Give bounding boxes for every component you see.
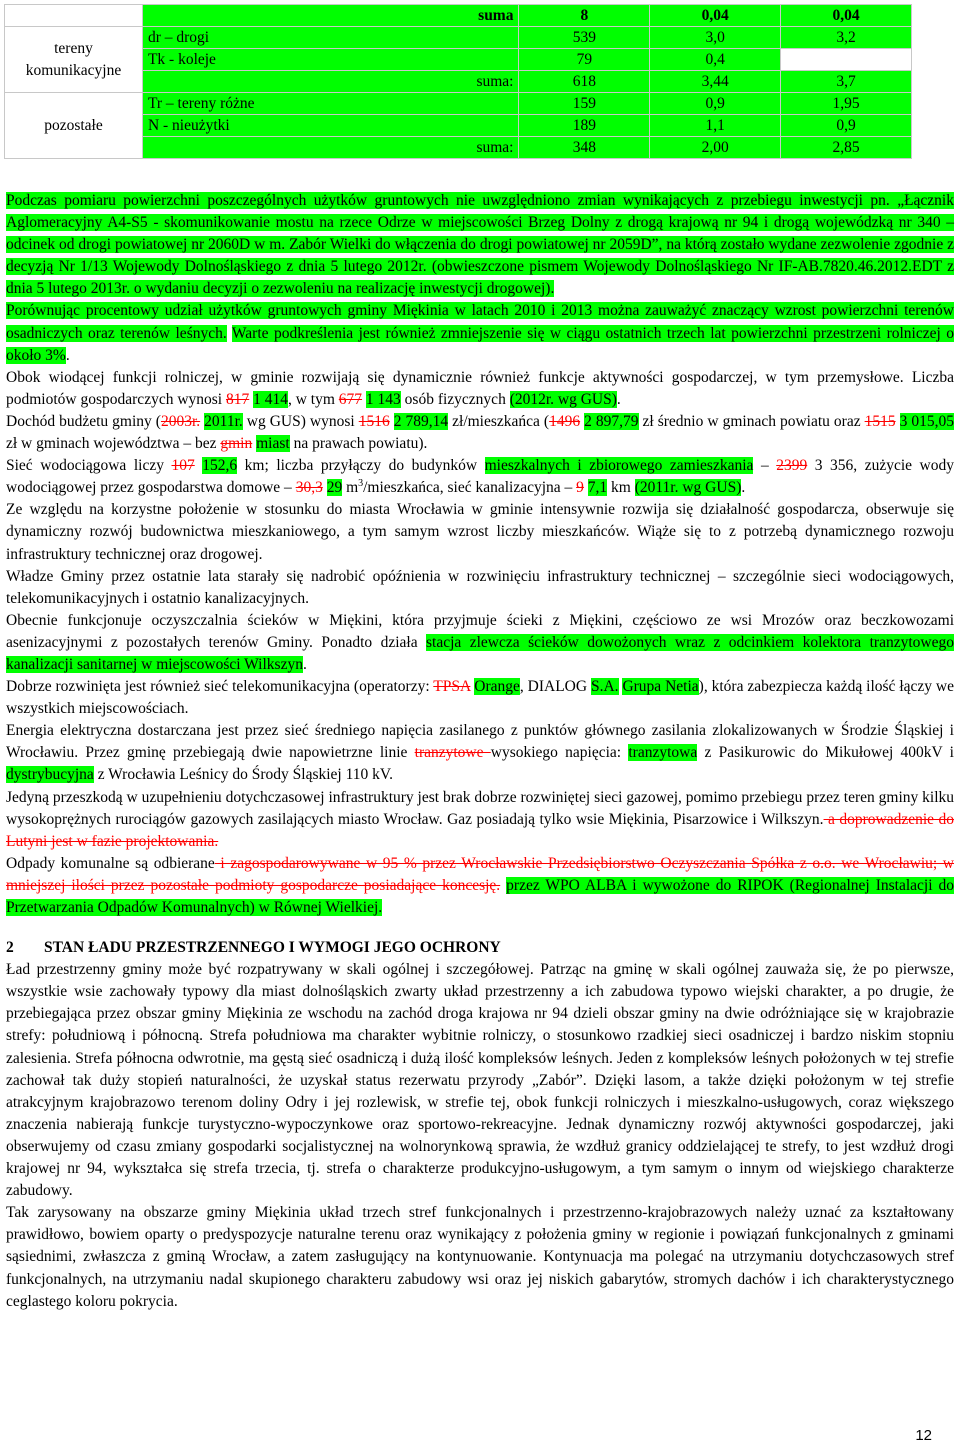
- document-body: [6, 190, 954, 1313]
- text-run: Sieć wodociągowa liczy: [6, 457, 172, 475]
- paragraph: [6, 853, 954, 919]
- page-number: 12: [915, 1427, 932, 1444]
- text-run: Odpady komunalne są odbierane: [6, 854, 215, 872]
- paragraph: [6, 411, 954, 455]
- table-cell: 3,7: [781, 71, 912, 93]
- table-row: [5, 27, 912, 49]
- deleted-text: 107: [171, 457, 195, 475]
- table-cell: 0,04: [650, 5, 781, 27]
- table-cell: 8: [519, 5, 650, 27]
- text-run: wg GUS) wynosi: [242, 412, 359, 430]
- highlighted-text: 2011r.: [204, 412, 243, 430]
- deleted-text: 30,3: [295, 479, 323, 497]
- deleted-text: gmin: [220, 435, 253, 453]
- text-run: z Pasikurowic do Mikułowej 400kV i: [697, 744, 954, 762]
- highlighted-text: 29: [326, 479, 343, 497]
- text-run: osób fizycznych: [400, 390, 510, 408]
- table-cell: N - nieużytki: [142, 115, 519, 137]
- table-row: [5, 93, 912, 115]
- text-run: km: [607, 479, 635, 497]
- highlighted-text: 152,6: [202, 457, 238, 475]
- deleted-text: tranzytowe: [414, 744, 491, 762]
- deleted-text: 817: [225, 390, 250, 408]
- text-run: na prawach powiatu).: [289, 435, 428, 453]
- table-cell: 0,9: [781, 115, 912, 137]
- paragraph: Władze Gminy przez ostatnie lata starały się nadrobić opóźnienia w rozwinięciu infrastruktury technicznej – szczególnie sieci wodociągowych, telekomunikacyjnych i ostatnio kanalizacyjnych.: [6, 567, 954, 607]
- deleted-text: 1516: [358, 412, 390, 430]
- table-cell: 159: [519, 93, 650, 115]
- highlighted-text: S.A.: [590, 678, 619, 696]
- text-run: Obok wiodącej funkcji rolniczej, w gminie rozwijają się dynamicznie również funkcje aktywności gospodarczej, w tym przemysłowe. Liczba podmiotów gospodarczych wynosi: [6, 368, 954, 408]
- table-cell: 3,44: [650, 71, 781, 93]
- text-run: , DIALOG: [519, 678, 591, 696]
- text-run: , zużycie wody wodociągowej przez gospodarstwa domowe –: [6, 457, 954, 497]
- table-cell: dr – drogi: [142, 27, 519, 49]
- table-cell: 1,1: [650, 115, 781, 137]
- highlighted-text: (2012r. wg GUS): [509, 390, 617, 408]
- text-run: .: [741, 479, 746, 497]
- highlighted-text: 1 143: [365, 390, 401, 408]
- paragraph: [6, 455, 954, 499]
- table-cell: 0,4: [650, 49, 781, 71]
- text-run: Obecnie funkcjonuje oczyszczalnia ścieków w Miękini, która przyjmuje ścieki z Miękini, częściowo ze wsi Mrozów oraz beczkowozami asenizacyjnymi z pozostałych terenów Gminy. Ponadto działa: [6, 611, 954, 651]
- table-cell: [781, 49, 912, 71]
- category-cell: tereny komunikacyjne: [5, 27, 143, 93]
- table-cell: suma:: [142, 71, 519, 93]
- highlighted-text: tranzytowa: [628, 744, 698, 762]
- deleted-text: a doprowadzenie do Lutyni jest w fazie projektowania.: [6, 810, 954, 850]
- highlighted-text: Orange: [474, 678, 520, 696]
- text-run: Jedyną przeszkodą w uzupełnieniu dotychczasowej infrastruktury jest brak dobrze rozwiniętej sieci gazowej, pomimo przebiegu przez teren gminy kilku wysokoprężnych rurociągów gazowych zasilających miasto Wrocław. Gaz posiadają tylko wsie Miękinia, Pisarzowice i Wilkszyn.: [6, 788, 954, 828]
- paragraph: [6, 610, 954, 676]
- paragraph: [6, 676, 954, 720]
- highlighted-text: Podczas pomiaru powierzchni poszczególnych użytków gruntowych nie uwzględniono zmian wynikających z przebiegu inwestycji pn. „Łącznik Aglomeracyjny A4-S5 - skomunikowanie mostu na rzece Odrze w miejscowości Brzeg Dolny z drogą krajową nr 94 i drogą wojewódzką nr 340 – odcinek od drogi powiatowej nr 2060D w m. Zabór Wielki do włączenia do drogi powiatowej nr 2059D”, na którą zostało wydane zezwolenie zgodnie z decyzją Nr 1/13 Wojewody Dolnośląskiego z dnia 5 lutego 2012r. (obwieszczone pismem Wojewody Dolnośląskiego Nr IF-AB.7820.46.2012.EDT z dnia 5 lutego 2013r. o wydaniu decyzji o zezwoleniu na realizację inwestycji drogowej).: [6, 192, 954, 298]
- table-cell: 2,00: [650, 137, 781, 159]
- table-cell: Tr – tereny różne: [142, 93, 519, 115]
- text-run: .: [65, 346, 70, 364]
- text-run: Energia elektryczna dostarczana jest przez sieć średniego napięcia zasilanego z punktów głównego zasilania zlokalizowanych w Środzie Śląskiej i Wrocławiu. Przez gminę przebiegają dwie napowietrzne linie: [6, 722, 954, 762]
- paragraph: Ze względu na korzystne położenie w stosunku do miasta Wrocławia w gminie intensywnie rozwija się działalność gospodarcza, obserwuje się dynamiczny rozwój budownictwa mieszkaniowego, a tym samym wzrost liczby mieszkańców. Wiąże się to z potrzebą dynamicznego rozwoju infrastruktury technicznej oraz drogowej.: [6, 501, 954, 563]
- section-number: 2: [6, 939, 14, 957]
- highlighted-text: 3 015,05: [899, 412, 955, 430]
- highlighted-text: Grupa Netia: [622, 678, 699, 696]
- text-run: 3 356: [814, 457, 854, 475]
- deleted-text: 2003r.: [160, 412, 201, 430]
- table-cell: Tk - koleje: [142, 49, 519, 71]
- table-cell: 3,2: [781, 27, 912, 49]
- table-cell: [5, 5, 143, 27]
- text-run: zł w gminach województwa – bez: [6, 435, 221, 453]
- highlighted-text: miast: [256, 435, 290, 453]
- paragraph: [6, 300, 954, 366]
- text-run: Dochód budżetu gminy (: [6, 412, 161, 430]
- text-run: z Wrocławia Leśnicy do Środy Śląskiej 110 kV.: [93, 766, 393, 784]
- deleted-text: TPSA: [433, 678, 471, 696]
- paragraph: [6, 190, 954, 300]
- text-run: ), która zabezpiecza każdą ilość łączy we wszystkich miejscowościach.: [6, 678, 954, 718]
- deleted-text: 677: [338, 390, 363, 408]
- highlighted-text: przez WPO ALBA i wywożone do RIPOK (Regionalnej Instalacji do Przetwarzania Odpadów Komunalnych) w Równej Wielkiej.: [6, 876, 954, 916]
- table-cell: 189: [519, 115, 650, 137]
- table-cell: 1,95: [781, 93, 912, 115]
- text-run: .: [302, 655, 307, 673]
- highlighted-text: stacja zlewcza ścieków dowożonych wraz z odcinkiem kolektora tranzytowego kanalizacji sanitarnej w miejscowości Wilkszyn: [6, 633, 954, 673]
- table-cell: 0,04: [781, 5, 912, 27]
- text-run: –: [753, 457, 777, 475]
- table-cell: suma: [142, 5, 519, 27]
- paragraph: [6, 787, 954, 853]
- highlighted-text: mieszkalnych i zbiorowego zamieszkania: [484, 457, 754, 475]
- table-cell: 0,9: [650, 93, 781, 115]
- paragraph: Ład przestrzenny gminy może być rozpatrywany w skali ogólnej i szczegółowej. Patrząc na gminę w skali ogólnej zauważa się, że po pierwsze, wszystkie wsie zachowały typowy dla miast dolnośląskich zwarty układ przestrzenny a ich zabudowa typowo wiejski charakter, a po drugie, że przebiegająca przez obszar gminy Miękinia ze wschodu na zachód droga krajowa nr 94 dzieli obszar gminy na dwie odróżniające się w krajobrazie strefy: południową i północną. Strefa południowa ma charakter wybitnie rolniczy, o stosunkowo rzadkiej sieci osadniczej i bardzo niskim stopniu zalesienia. Strefa północna odwrotnie, ma gęstą sieć osadniczą i dużą ilość kompleksów leśnych. Jeden z kompleksów leśnych położonych w tej strefie zachował tak duży stopień naturalności, że uzyskał status rezerwatu przyrody „Zabór”. Dzięki lasom, a także dzięki położonym w tej strefie atrakcyjnym krajobrazowo terenom doliny Odry i jej rozlewisk, w strefie tej, obok funkcji rolniczych i mieszkalno-usługowych, coraz większego znaczenia nabierają funkcje turystyczno-wypoczynkowe oraz sportowo-rekreacyjne. Jednak dynamiczny rozwój aktywności gospodarczej, jaki obserwujemy od czasu zmiany gospodarki socjalistycznej na wolnorynkową sprawia, że wzdłuż granicy oddzielającej te strefy, to jest wzdłuż drogi krajowej nr 94, wykształca się strefa trzecia, tj. strefa o charakterze produkcyjno-usługowym, a tym samym o innym od wiejskiego charakterze zabudowy.: [6, 961, 954, 1200]
- table-cell: 539: [519, 27, 650, 49]
- paragraph: Tak zarysowany na obszarze gminy Miękinia układ trzech stref funkcjonalnych i przestrzenno-krajobrazowych należy uznać za kształtowany prawidłowo, bowiem oparty o predyspozycje naturalne terenu oraz wynikający z położenia gminy w regionie i powiązań funkcjonalnych z gminami sąsiednimi, zwłaszcza z gminą Wrocław, a zatem zasługujący na kontynuowanie. Kontynuacja ma polegać na utrzymaniu dotychczasowych stref funkcjonalnych, na utrzymaniu nadal skupionego charakteru zabudowy wsi oraz jej niskich gabarytów, stromych dachów i ich charakterystycznego ceglastego koloru pokrycia.: [6, 1204, 954, 1310]
- deleted-text: 1515: [864, 412, 896, 430]
- text-run: zł średnio w gminach powiatu oraz: [638, 412, 865, 430]
- deleted-text: i zagospodarowywane w 95 % przez Wrocławskie Przedsiębiorstwo Oczyszczania Spółka z o.o. we Wrocławiu; w mniejszej ilości przez pozostałe podmioty gospodarcze posiadające koncesję.: [6, 854, 954, 894]
- text-run: .: [616, 390, 621, 408]
- highlighted-text: Porównując procentowy udział użytków gruntowych gminy Miękinia w latach 2010 i 2013 można zauważyć znaczący wzrost powierzchni terenów osadniczych oraz terenów leśnych.: [6, 302, 954, 342]
- highlighted-text: 7,1: [587, 479, 608, 497]
- paragraph: [6, 367, 954, 411]
- superscript: 3: [358, 478, 364, 490]
- table-cell: 3,0: [650, 27, 781, 49]
- highlighted-text: 2 897,79: [584, 412, 639, 430]
- highlighted-text: 1 414: [253, 390, 288, 408]
- category-cell: pozostałe: [5, 93, 143, 159]
- paragraph: [6, 720, 954, 786]
- text-run: /mieszkańca, sieć kanalizacyjna –: [363, 479, 577, 497]
- text-run: Dobrze rozwinięta jest również sieć telekomunikacyjna (operatorzy:: [6, 678, 434, 696]
- text-run: m: [342, 479, 359, 497]
- table-cell: suma:: [142, 137, 519, 159]
- text-run: zł/mieszkańca (: [448, 412, 550, 430]
- table-row: [5, 5, 912, 27]
- table-cell: 79: [519, 49, 650, 71]
- text-run: , w tym: [287, 390, 339, 408]
- highlighted-text: 2 789,14: [393, 412, 449, 430]
- section-title: STAN ŁADU PRZESTRZENNEGO I WYMOGI JEGO OCHRONY: [44, 939, 501, 957]
- table-cell: 618: [519, 71, 650, 93]
- text-run: wysokiego napięcia:: [490, 744, 629, 762]
- text-run: km; liczba przyłączy do budynków: [237, 457, 485, 475]
- deleted-text: 9: [576, 479, 584, 497]
- deleted-text: 1496: [549, 412, 581, 430]
- table-cell: 2,85: [781, 137, 912, 159]
- section-heading: [6, 937, 954, 959]
- deleted-text: 2399: [776, 457, 808, 475]
- land-use-table: [4, 4, 912, 159]
- highlighted-text: dystrybucyjna: [6, 766, 94, 784]
- highlighted-text: Warte podkreślenia jest również zmniejszenie się w ciągu ostatnich trzech lat powierzchni przestrzeni rolniczej o około 3%: [6, 324, 954, 364]
- highlighted-text: (2011r. wg GUS): [634, 479, 742, 497]
- table-cell: 348: [519, 137, 650, 159]
